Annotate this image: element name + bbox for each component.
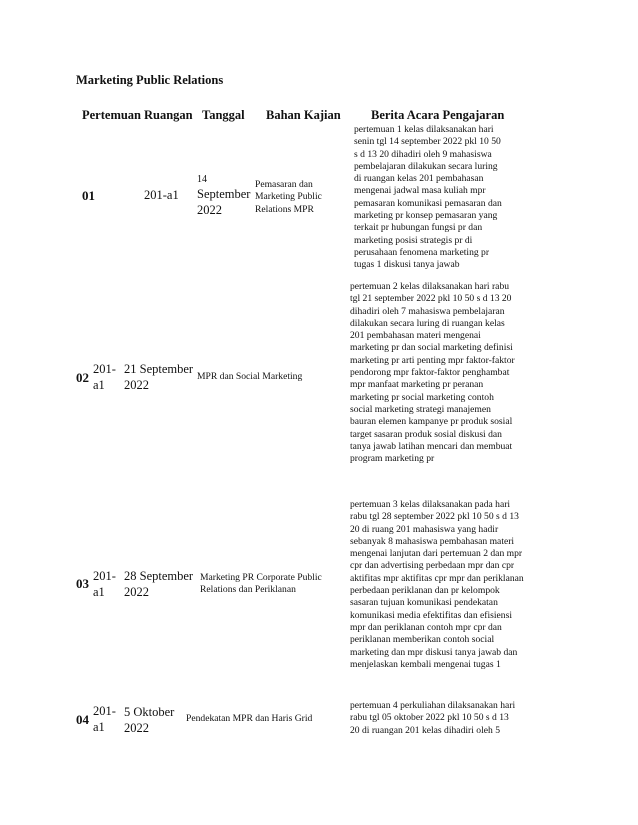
header-berita-acara: Berita Acara Pengajaran	[371, 108, 505, 122]
row-ruangan: 201- a1	[93, 362, 116, 392]
row-bahan-kajian: Marketing PR Corporate Public Relations dan Periklanan	[200, 572, 322, 596]
row-tanggal: 28 September 2022	[124, 569, 194, 599]
row-bahan-kajian: MPR dan Social Marketing	[197, 371, 303, 382]
row-bahan-kajian: Pemasaran dan Marketing Public Relations MPR	[255, 179, 322, 215]
header-tanggal: Tanggal	[202, 108, 245, 122]
header-ruangan: Ruangan	[144, 108, 193, 122]
row-berita-acara: pertemuan 1 kelas dilaksanakan hari senin tgl 14 september 2022 pkl 10 50 s d 13 20 dihadiri oleh 9 mahasiswa pembelajaran dilakukan secara luring di ruangan kelas 201 pembahasan mengenai jadwal masa kuliah mpr pemasaran komunikasi pemasaran dan marketing pr konsep pemasaran yang terkait pr hubungan fungsi pr dan marketing posisi strategis pr di perusahaan fenomena marketing pr tugas 1 diskusi tanya jawab	[354, 124, 502, 271]
row-pertemuan: 01	[82, 188, 95, 203]
row-tanggal: 14 September 2022	[197, 174, 251, 217]
row-ruangan: 201- a1	[93, 704, 116, 734]
row-ruangan: 201- a1	[93, 569, 116, 599]
row-tanggal: 21 September 2022	[124, 362, 194, 392]
row-berita-acara: pertemuan 4 perkuliahan dilaksanakan hari rabu tgl 05 oktober 2022 pkl 10 50 s d 13 20 di ruangan 201 kelas dihadiri oleh 5	[350, 700, 516, 736]
row-pertemuan: 03	[76, 576, 89, 591]
row-pertemuan: 04	[76, 712, 89, 727]
row-berita-acara: pertemuan 3 kelas dilaksanakan pada hari rabu tgl 28 september 2022 pkl 10 50 s d 13 20 di ruang 201 mahasiswa yang hadir sebanyak 8 mahasiswa pembahasan materi mengenai lanjutan dari pertemuan 2 dan mpr cpr dan advertising perbedaan mpr dan cpr aktifitas mpr aktifitas cpr mpr dan periklanan perbedaan periklanan dan pr kelompok sasaran tujuan komunikasi pendekatan komunikasi media efektifitas dan efisiensi mpr dan periklanan contoh mpr cpr dan periklanan memberikan contoh social marketing dan mpr diskusi tanya jawab dan menjelaskan kembali mengenai tugas 1	[350, 499, 524, 670]
row-bahan-kajian: Pendekatan MPR dan Haris Grid	[186, 713, 313, 724]
header-bahan-kajian: Bahan Kajian	[266, 108, 341, 122]
row-pertemuan: 02	[76, 370, 89, 385]
row-berita-acara: pertemuan 2 kelas dilaksanakan hari rabu tgl 21 september 2022 pkl 10 50 s d 13 20 dihadiri oleh 7 mahasiswa pembelajaran dilakukan secara luring di ruangan kelas 201 pembahasan materi mengenai marketing pr dan social marketing definisi marketing pr arti penting mpr faktor-faktor pendorong mpr faktor-faktor penghambat mpr manfaat marketing pr peranan marketing pr social marketing contoh social marketing strategi manajemen bauran elemen kampanye pr produk sosial target sasaran produk sosial diskusi dan tanya jawab latihan mencari dan membuat program marketing pr	[350, 281, 515, 465]
document-title: Marketing Public Relations	[76, 73, 224, 87]
header-pertemuan: Pertemuan	[82, 108, 142, 122]
row-tanggal: 5 Oktober 2022	[124, 705, 175, 735]
row-ruangan: 201-a1	[144, 188, 179, 202]
